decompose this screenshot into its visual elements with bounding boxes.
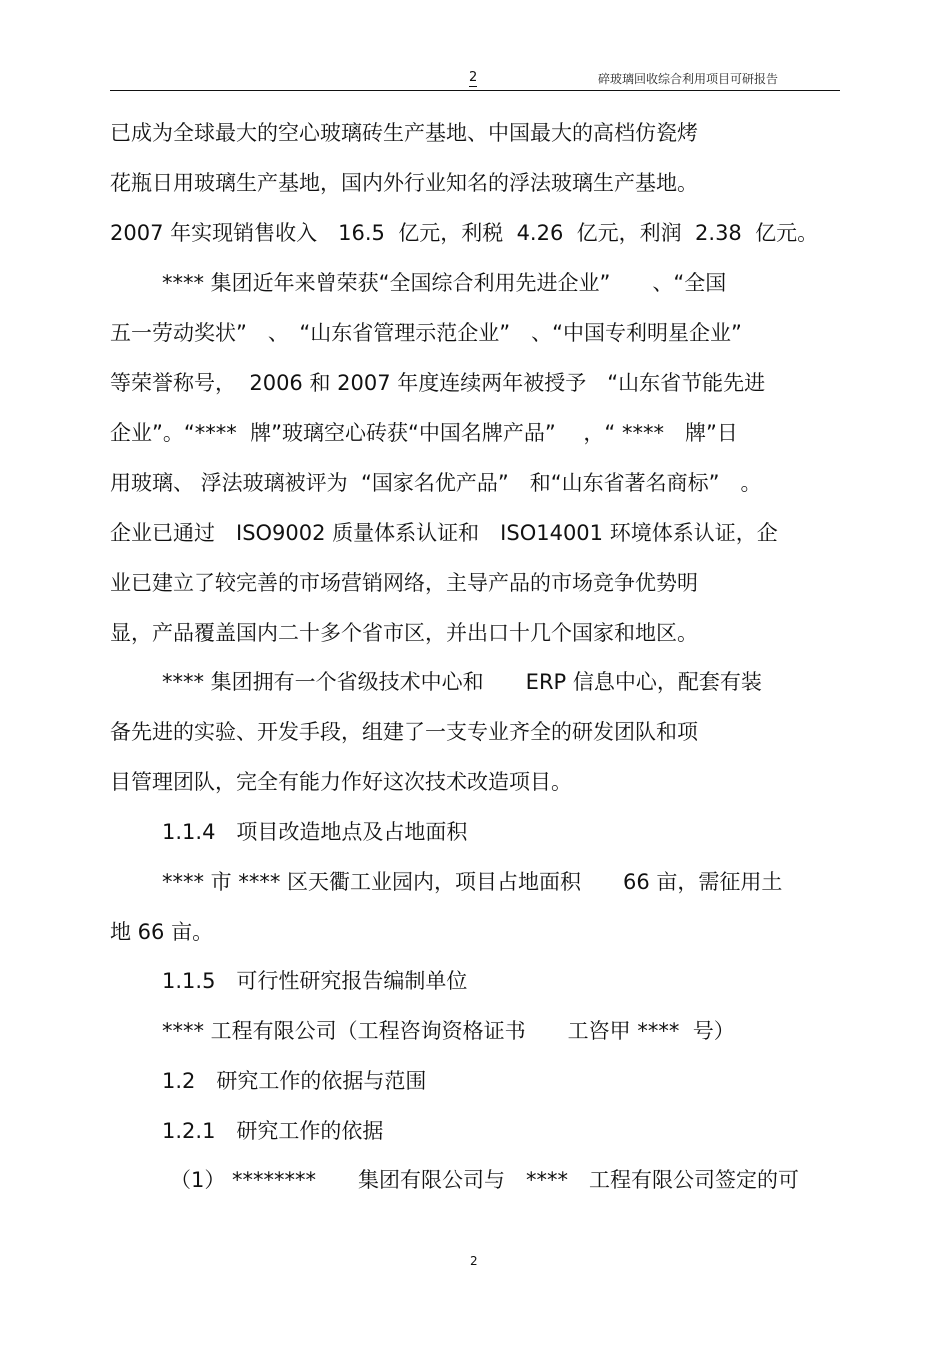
header-document-title: 碎玻璃回收综合利用项目可研报告 bbox=[598, 72, 779, 86]
body-line: 显，产品覆盖国内二十多个省市区，并出口十几个国家和地区。 bbox=[110, 621, 698, 645]
body-line: **** 集团近年来曾荣获“全国综合利用先进企业” 、“全国 bbox=[162, 271, 727, 295]
body-line: 2007 年实现销售收入 16.5 亿元，利税 4.26 亿元，利润 2.38 亿元。 bbox=[110, 221, 819, 245]
body-line: 已成为全球最大的空心玻璃砖生产基地、中国最大的高档仿瓷烤 bbox=[110, 121, 698, 145]
body-line: 企业已通过 ISO9002 质量体系认证和 ISO14001 环境体系认证，企 bbox=[110, 521, 778, 545]
section-heading-1-1-4: 1.1.4 项目改造地点及占地面积 bbox=[162, 820, 468, 844]
section-heading-1-1-5: 1.1.5 可行性研究报告编制单位 bbox=[162, 969, 468, 993]
section-heading-1-2: 1.2 研究工作的依据与范围 bbox=[162, 1069, 427, 1093]
body-line: **** 市 **** 区天衢工业园内，项目占地面积 66 亩，需征用土 bbox=[162, 870, 783, 894]
body-line: **** 工程有限公司（工程咨询资格证书 工咨甲 **** 号） bbox=[162, 1019, 735, 1043]
body-line: **** 集团拥有一个省级技术中心和 ERP 信息中心，配套有装 bbox=[162, 670, 762, 694]
header-page-number: 2 bbox=[469, 70, 478, 85]
header-divider bbox=[110, 90, 840, 91]
body-line: 等荣誉称号， 2006 和 2007 年度连续两年被授予 “山东省节能先进 bbox=[110, 371, 766, 395]
body-line: 备先进的实验、开发手段，组建了一支专业齐全的研发团队和项 bbox=[110, 720, 698, 744]
footer-page-number: 2 bbox=[470, 1254, 478, 1268]
body-line: 用玻璃、 浮法玻璃被评为 “国家名优产品” 和“山东省著名商标” 。 bbox=[110, 471, 762, 495]
body-line: 花瓶日用玻璃生产基地，国内外行业知名的浮法玻璃生产基地。 bbox=[110, 171, 698, 195]
body-line: 业已建立了较完善的市场营销网络，主导产品的市场竞争优势明 bbox=[110, 571, 698, 595]
body-line: 地 66 亩。 bbox=[110, 920, 214, 944]
body-line: 企业”。“**** 牌”玻璃空心砖获“中国名牌产品” ，“ **** 牌”日 bbox=[110, 421, 738, 445]
body-line: 五一劳动奖状” 、 “山东省管理示范企业” 、“中国专利明星企业” bbox=[110, 321, 742, 345]
section-heading-1-2-1: 1.2.1 研究工作的依据 bbox=[162, 1119, 384, 1143]
list-item-1: （1） ******** 集团有限公司与 **** 工程有限公司签定的可 bbox=[170, 1168, 800, 1192]
body-line: 目管理团队，完全有能力作好这次技术改造项目。 bbox=[110, 770, 572, 794]
